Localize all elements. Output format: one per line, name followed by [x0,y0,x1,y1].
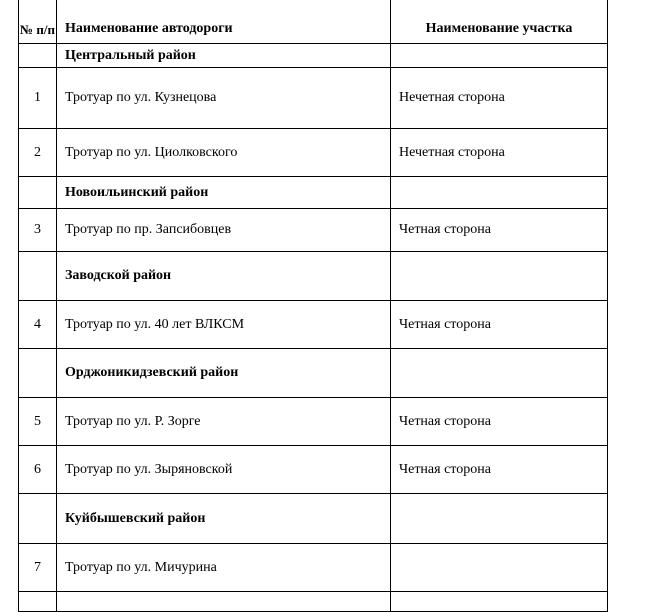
table-row [19,544,608,592]
road-cell: Тротуар по ул. Кузнецова [57,68,391,129]
table-row [19,592,608,612]
road-cell: Тротуар по ул. Р. Зорге [57,398,391,446]
road-cell [57,592,391,612]
road-cell: Тротуар по ул. Зыряновской [57,446,391,494]
num-cell [19,592,57,612]
roads-table [18,0,608,612]
district-row [19,252,608,301]
table-row [19,68,608,129]
section-cell: Нечетная сторона [391,68,608,129]
num-cell: 2 [19,129,57,177]
road-cell: Тротуар по ул. Мичурина [57,544,391,592]
num-cell: 4 [19,301,57,349]
table-header-row [19,0,608,44]
table-row [19,398,608,446]
road-cell: Заводской район [57,252,391,301]
table-row [19,129,608,177]
table-row [19,301,608,349]
road-cell: Центральный район [57,44,391,68]
section-cell: Четная сторона [391,398,608,446]
num-cell: 1 [19,68,57,129]
num-cell: 5 [19,398,57,446]
num-cell [19,494,57,544]
section-cell: Четная сторона [391,209,608,252]
num-cell: 3 [19,209,57,252]
num-cell: 7 [19,544,57,592]
road-cell: Тротуар по пр. Запсибовцев [57,209,391,252]
header-num: № п/п [19,0,57,44]
num-cell [19,44,57,68]
section-cell [391,494,608,544]
district-row [19,177,608,209]
section-cell [391,44,608,68]
section-cell [391,544,608,592]
section-cell [391,592,608,612]
road-cell: Орджоникидзевский район [57,349,391,398]
header-road: Наименование автодороги [57,0,391,44]
district-row [19,494,608,544]
road-cell: Тротуар по ул. Циолковского [57,129,391,177]
num-cell [19,252,57,301]
section-cell [391,252,608,301]
table-row [19,446,608,494]
header-section: Наименование участка [391,0,608,44]
road-cell: Новоильинский район [57,177,391,209]
num-cell: 6 [19,446,57,494]
section-cell: Четная сторона [391,446,608,494]
district-row [19,44,608,68]
num-cell [19,349,57,398]
section-cell [391,177,608,209]
table-row [19,209,608,252]
section-cell: Нечетная сторона [391,129,608,177]
num-cell [19,177,57,209]
road-cell: Куйбышевский район [57,494,391,544]
section-cell: Четная сторона [391,301,608,349]
section-cell [391,349,608,398]
road-cell: Тротуар по ул. 40 лет ВЛКСМ [57,301,391,349]
district-row [19,349,608,398]
